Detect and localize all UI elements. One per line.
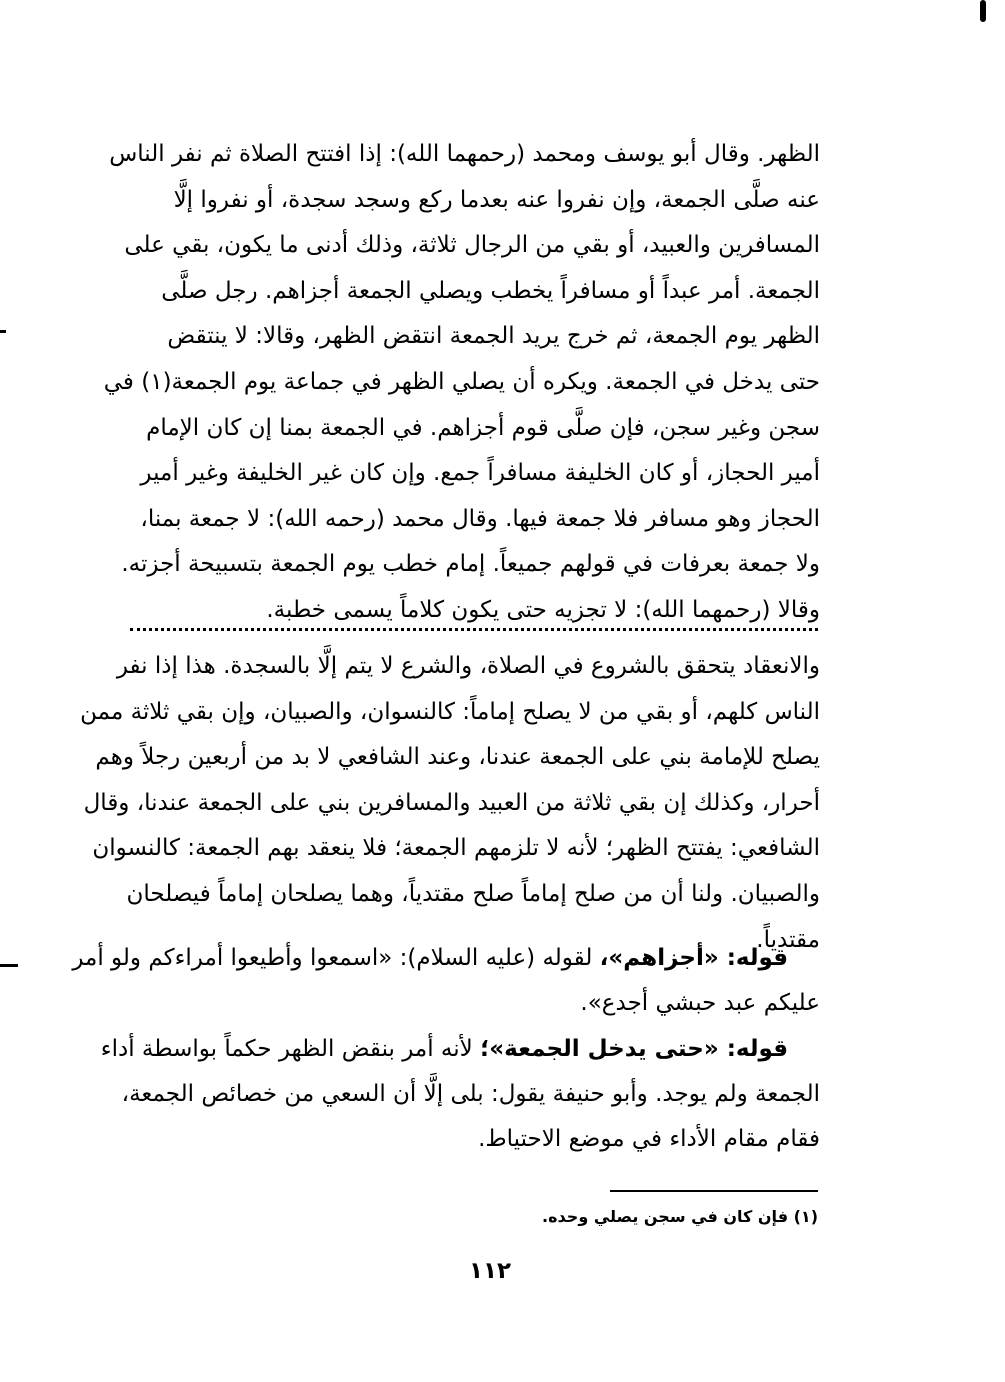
text-line: يصلح للإمامة بني على الجمعة عندنا، وعند الشافعي لا بد من أربعين رجلاً وهم [95, 744, 820, 771]
text-line: سجن وغير سجن، فإن صلَّى قوم أجزاهم. في الجمعة بمنا إن كان الإمام [146, 414, 820, 441]
text-line: الجمعة. أمر عبداً أو مسافراً يخطب ويصلي الجمعة أجزاهم. رجل صلَّى [161, 277, 820, 304]
commentary-note [72, 936, 820, 1026]
text-line: حتى يدخل في الجمعة. ويكره أن يصلي الظهر في جماعة يوم الجمعة(١) في [103, 368, 820, 395]
page-number: ١١٢ [468, 1258, 512, 1284]
scan-mark [0, 330, 6, 333]
note-line: عليكم عبد حبشي أجدع». [580, 990, 820, 1016]
text-line: مقتدياً. [756, 926, 820, 953]
scan-mark [980, 0, 986, 22]
note-line: الجمعة ولم يوجد. وأبو حنيفة يقول: بلى إلَّا أن السعي من خصائص الجمعة، [121, 1081, 820, 1107]
note-line: فقام مقام الأداء في موضع الاحتياط. [478, 1126, 820, 1152]
text-line: والانعقاد يتحقق بالشروع في الصلاة، والشرع لا يتم إلَّا بالسجدة. هذا إذا نفر [116, 653, 820, 679]
text-line: الشافعي: يفتتح الظهر؛ لأنه لا تلزمهم الجمعة؛ فلا ينعقد بهم الجمعة: كالنسوان [92, 835, 820, 862]
note-text: لأنه أمر بنقض الظهر حكماً بواسطة أداء [100, 1036, 481, 1062]
note-line [100, 1027, 820, 1072]
scan-mark [0, 964, 18, 967]
text-line: الظهر. وقال أبو يوسف ومحمد (رحمهما الله): إذا افتتح الصلاة ثم نفر الناس [109, 141, 820, 167]
text-line: ولا جمعة بعرفات في قولهم جميعاً. إمام خطب يوم الجمعة بتسبيحة أجزته. [121, 551, 820, 578]
commentary-note [100, 1027, 820, 1162]
text-line: والصبيان. ولنا أن من صلح إماماً صلح مقتدياً، وهما يصلحان إماماً فيصلحان [126, 880, 820, 907]
note-lead: قوله: «أجزاهم»، [599, 945, 788, 971]
note-text: لقوله (عليه السلام): «اسمعوا وأطيعوا أمراءكم ولو أمر [72, 945, 600, 971]
footnote: (١) فإن كان في سجن يصلي وحده. [542, 1207, 818, 1226]
footnote-rule [610, 1190, 818, 1192]
text-line: عنه صلَّى الجمعة، وإن نفروا عنه بعدما ركع وسجد سجدة، أو نفروا إلَّا [173, 186, 820, 213]
text-line: الناس كلهم، أو بقي من لا يصلح إماماً: كالنسوان، والصبيان، وإن بقي ثلاثة ممن [80, 698, 820, 725]
commentary-text-block [80, 644, 820, 963]
text-line: أمير الحجاز، أو كان الخليفة مسافراً جمع. وإن كان غير الخليفة وغير أمير [140, 460, 820, 487]
main-text-block [103, 132, 820, 634]
text-line: الظهر يوم الجمعة، ثم خرج يريد الجمعة انتقض الظهر، وقالا: لا ينتقض [167, 323, 820, 350]
text-line: وقالا (رحمهما الله): لا تجزيه حتى يكون كلاماً يسمى خطبة. [266, 596, 820, 623]
note-lead: قوله: «حتى يدخل الجمعة»؛ [480, 1036, 788, 1062]
dotted-separator [130, 628, 818, 631]
text-line: أحرار، وكذلك إن بقي ثلاثة من العبيد والمسافرين بني على الجمعة عندنا، وقال [83, 789, 820, 816]
note-line [72, 936, 820, 981]
text-line: المسافرين والعبيد، أو بقي من الرجال ثلاثة، وذلك أدنى ما يكون، بقي على [124, 232, 820, 259]
text-line: الحجاز وهو مسافر فلا جمعة فيها. وقال محمد (رحمه الله): لا جمعة بمنا، [140, 505, 820, 532]
